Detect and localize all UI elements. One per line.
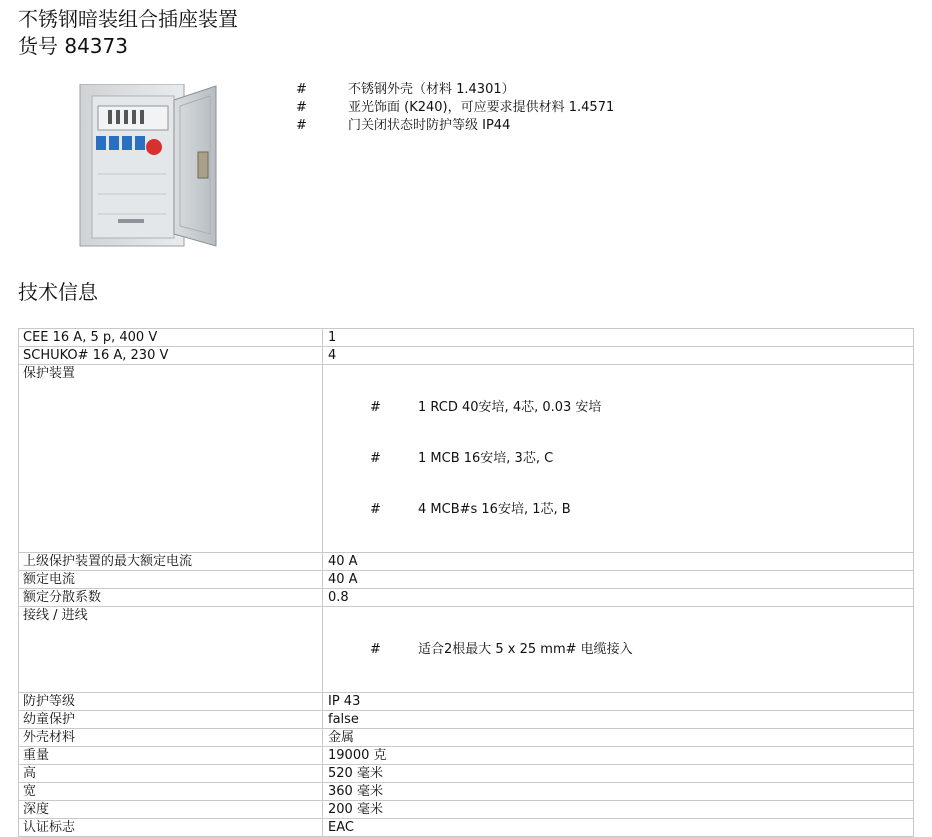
spec-value: 金属: [323, 729, 914, 747]
spec-label: CEE 16 A, 5 p, 400 V: [19, 329, 323, 347]
feature-text: 不锈钢外壳（材料 1.4301）: [348, 82, 515, 97]
spec-label: 保护装置: [19, 365, 323, 553]
spec-label: 高: [19, 765, 323, 783]
table-row: [19, 553, 914, 571]
spec-label: 深度: [19, 801, 323, 819]
sub-item: [328, 501, 909, 518]
spec-label: 幼童保护: [19, 711, 323, 729]
spec-value: IP 43: [323, 693, 914, 711]
article-number: 货号 84373: [18, 34, 128, 58]
table-row: [19, 801, 914, 819]
bullet-marker: #: [370, 400, 381, 415]
spec-value-list: [323, 607, 914, 693]
table-row: [19, 765, 914, 783]
spec-value: EAC: [323, 819, 914, 837]
bullet-marker: #: [296, 118, 307, 133]
bullet-marker: #: [370, 502, 381, 517]
bullet-marker: #: [370, 451, 381, 466]
spec-value: 4: [323, 347, 914, 365]
table-row: [19, 783, 914, 801]
table-row: [19, 347, 914, 365]
spec-value: false: [323, 711, 914, 729]
table-row: [19, 589, 914, 607]
bullet-marker: #: [296, 100, 307, 115]
sub-item-text: 1 RCD 40安培, 4芯, 0.03 安培: [418, 400, 602, 415]
feature-text: 门关闭状态时防护等级 IP44: [348, 118, 511, 133]
spec-label: 接线 / 进线: [19, 607, 323, 693]
product-image: [78, 84, 228, 252]
title-block: [18, 6, 238, 60]
table-row: [19, 365, 914, 553]
feature-text: 亚光饰面 (K240)，可应要求提供材料 1.4571: [348, 100, 615, 115]
spec-value: 520 毫米: [323, 765, 914, 783]
table-row: [19, 571, 914, 589]
spec-label: 外壳材料: [19, 729, 323, 747]
spec-label: 重量: [19, 747, 323, 765]
spec-label: 额定电流: [19, 571, 323, 589]
spec-label: 认证标志: [19, 819, 323, 837]
sub-item: [328, 399, 909, 416]
table-row: [19, 693, 914, 711]
spec-label: 宽: [19, 783, 323, 801]
feature-list: [296, 81, 614, 135]
table-row: [19, 729, 914, 747]
spec-value: 40 A: [323, 553, 914, 571]
spec-value: 200 毫米: [323, 801, 914, 819]
bullet-marker: #: [296, 82, 307, 97]
spec-label: 上级保护装置的最大额定电流: [19, 553, 323, 571]
sub-item-text: 4 MCB#s 16安培, 1芯, B: [418, 502, 571, 517]
sub-item-text: 1 MCB 16安培, 3芯, C: [418, 451, 554, 466]
table-row: [19, 819, 914, 837]
spec-value: 1: [323, 329, 914, 347]
bullet-marker: #: [370, 642, 381, 657]
spec-label: SCHUKO# 16 A, 230 V: [19, 347, 323, 365]
feature-item: [296, 81, 614, 99]
spec-value: 360 毫米: [323, 783, 914, 801]
sub-item-text: 适合2根最大 5 x 25 mm# 电缆接入: [418, 642, 633, 657]
sub-item: [328, 450, 909, 467]
spec-table: [18, 328, 914, 837]
feature-item: [296, 117, 614, 135]
spec-label: 额定分散系数: [19, 589, 323, 607]
spec-value: 40 A: [323, 571, 914, 589]
spec-label: 防护等级: [19, 693, 323, 711]
sub-item: [328, 641, 909, 658]
spec-value: 0.8: [323, 589, 914, 607]
spec-value: 19000 克: [323, 747, 914, 765]
spec-value-list: [323, 365, 914, 553]
product-title: 不锈钢暗装组合插座装置: [18, 7, 238, 31]
table-row: [19, 607, 914, 693]
table-row: [19, 747, 914, 765]
section-title-tech-info: 技术信息: [18, 280, 98, 304]
table-row: [19, 711, 914, 729]
feature-item: [296, 99, 614, 117]
table-row: [19, 329, 914, 347]
